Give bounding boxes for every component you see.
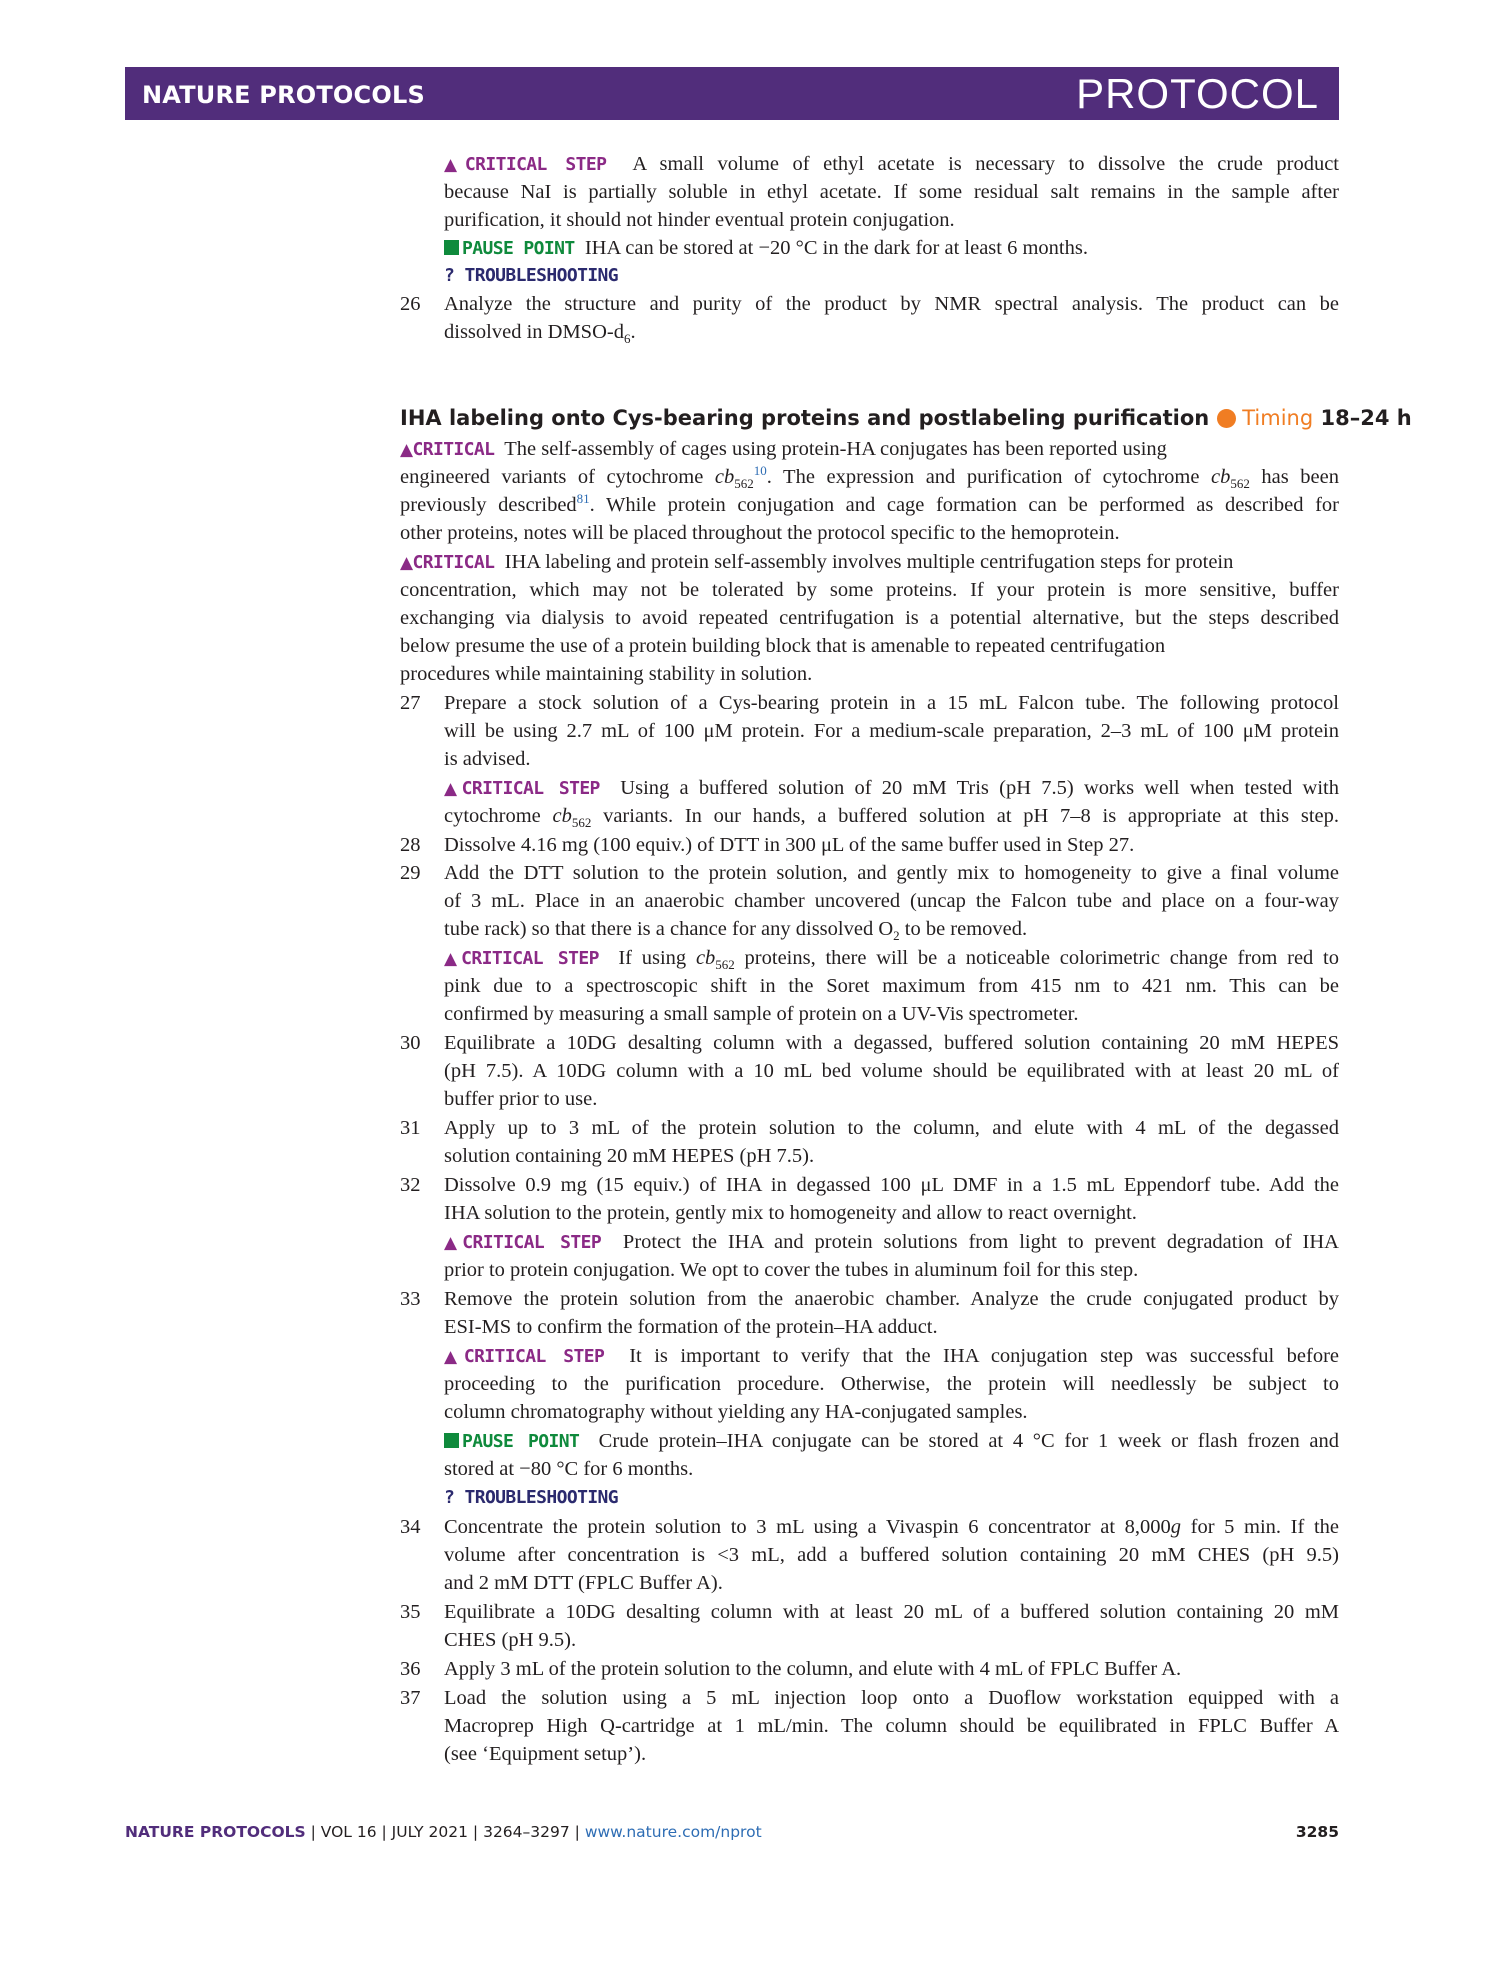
step-26-line-2: dissolved in DMSO-$d_6$. — [444, 321, 636, 347]
reference-10-link[interactable]: 10 — [753, 463, 767, 479]
critical-step-label: ▲CRITICAL STEP — [444, 154, 607, 175]
step-number-27: 27 — [400, 692, 421, 714]
step-36-text: Apply 3 mL of the protein solution to the column, and elute with 4 mL of FPLC Buffer A. — [444, 1658, 1182, 1680]
journal-name: NATURE PROTOCOLS — [142, 81, 425, 109]
section-heading: IHA labeling onto Cys-bearing proteins and postlabeling purification Timing 18–24 h — [400, 406, 1412, 430]
step-number-35: 35 — [400, 1601, 421, 1623]
step-number-28: 28 — [400, 834, 421, 856]
step-28-text: Dissolve 4.16 mg (100 equiv.) of DTT in 300 μL of the same buffer used in Step 27. — [444, 834, 1135, 856]
critical-step-label: ▲CRITICAL STEP — [444, 948, 599, 969]
header-bar — [125, 67, 1339, 120]
triangle-icon: ▲ — [444, 1233, 463, 1253]
timing-icon — [1217, 409, 1236, 428]
pause-point-label: PAUSE POINT — [444, 238, 575, 259]
square-icon — [444, 1433, 459, 1448]
step-number-36: 36 — [400, 1658, 421, 1680]
triangle-icon: ▲ — [400, 440, 413, 460]
step-number-29: 29 — [400, 862, 421, 884]
troubleshooting-link-2[interactable]: ? TROUBLESHOOTING — [444, 1487, 619, 1508]
pause-point-label: PAUSE POINT — [444, 1431, 579, 1452]
step-number-33: 33 — [400, 1288, 421, 1310]
step-number-26: 26 — [400, 293, 421, 315]
critical-label: ▲CRITICAL — [400, 439, 495, 460]
pause-point-block-1: PAUSE POINT IHA can be stored at −20 °C in the dark for at least 6 months. — [444, 234, 1088, 262]
troubleshooting-link-1[interactable]: ? TROUBLESHOOTING — [444, 265, 619, 286]
step-number-32: 32 — [400, 1174, 421, 1196]
footer-citation: NATURE PROTOCOLS | VOL 16 | JULY 2021 | 3264–3297 | www.nature.com/nprot — [125, 1823, 762, 1841]
step-number-34: 34 — [400, 1516, 421, 1538]
page-number: 3285 — [1295, 1823, 1339, 1841]
section-kind: PROTOCOL — [1076, 70, 1319, 117]
critical-step-label: ▲CRITICAL STEP — [444, 1346, 605, 1367]
triangle-icon: ▲ — [400, 553, 413, 573]
triangle-icon: ▲ — [444, 949, 462, 969]
triangle-icon: ▲ — [444, 155, 465, 175]
step-number-31: 31 — [400, 1117, 421, 1139]
step-number-30: 30 — [400, 1032, 421, 1054]
square-icon — [444, 240, 459, 255]
critical-label: ▲CRITICAL — [400, 552, 495, 573]
reference-81-link[interactable]: 81 — [576, 491, 590, 507]
step-number-37: 37 — [400, 1687, 421, 1709]
footer-url-link[interactable]: www.nature.com/nprot — [584, 1823, 762, 1841]
step-26-line-1: Analyze the structure and purity of the product by NMR spectral analysis. The product can be — [444, 293, 1339, 315]
critical-step-label: ▲CRITICAL STEP — [444, 778, 600, 799]
critical-step-label: ▲CRITICAL STEP — [444, 1232, 602, 1253]
triangle-icon: ▲ — [444, 1347, 464, 1367]
triangle-icon: ▲ — [444, 779, 462, 799]
